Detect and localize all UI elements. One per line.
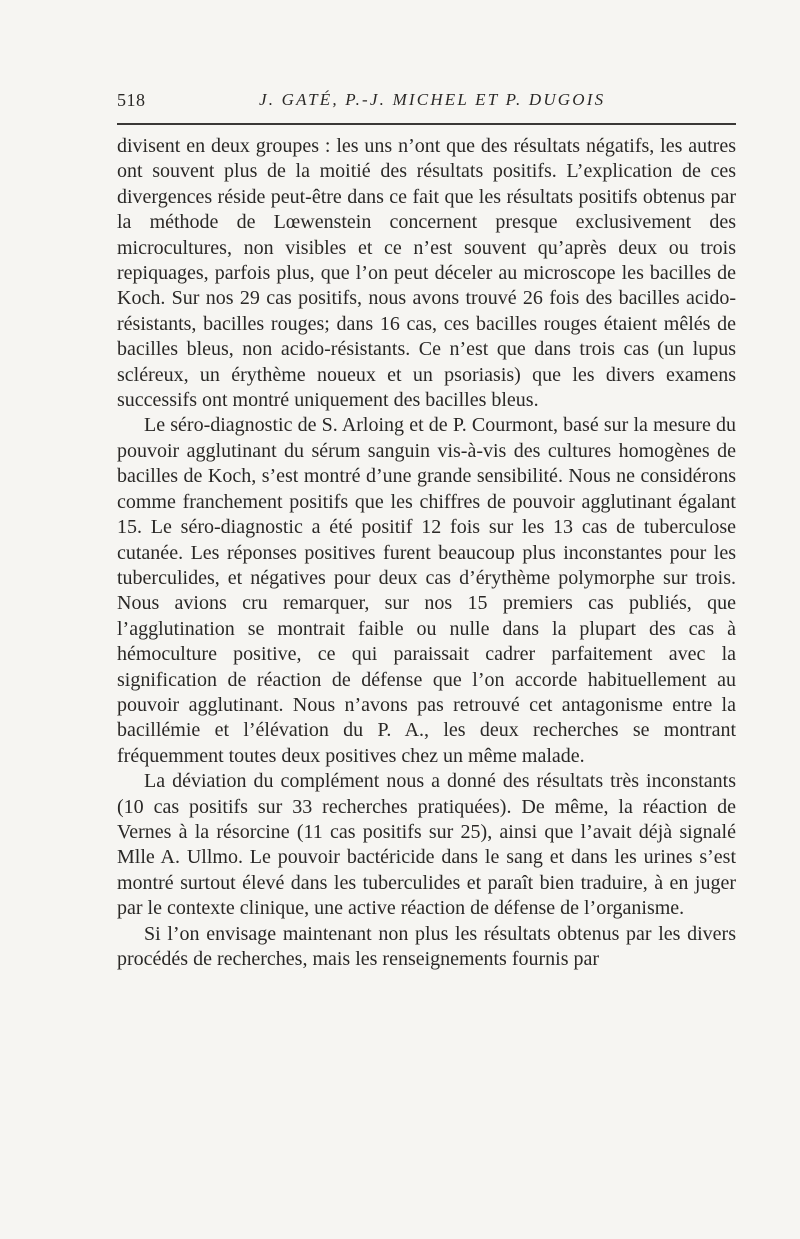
header-rule <box>117 123 736 125</box>
page-number: 518 <box>117 90 146 110</box>
running-head: J. GATÉ, P.-J. MICHEL ET P. DUGOIS <box>259 90 606 109</box>
body-text <box>117 134 736 972</box>
paragraph-final: Si l’on envisage maintenant non plus les résultats obtenus par les divers procédés de recherches, mais les renseignements fournis par <box>117 922 736 970</box>
page-header <box>117 90 737 116</box>
paragraph-sero-diagnostic: Le séro-diagnostic de S. Arloing et de P. Courmont, basé sur la mesure du pouvoir agglutinant du sérum sanguin vis-à-vis des cultures homogènes de bacilles de Koch, s’est montré d’une grande sensibilité. Nous ne considérons comme franchement positifs que les chiffres de pouvoir agglutinant égalant 15. Le séro-diagnostic a été positif 12 fois sur les 13 cas de tuberculose cutanée. Les réponses positives furent beaucoup plus inconstantes pour les tuberculides, et négatives pour deux cas d’érythème polymorphe sur trois. Nous avions cru remarquer, sur nos 15 premiers cas publiés, que l’agglutination se montrait faible ou nulle dans la plupart des cas à hémoculture positive, ce qui paraissait cadrer parfaitement avec la signification de réaction de défense que l’on accorde habituellement au pouvoir agglutinant. Nous n’avons pas retrouvé cet antagonisme entre la bacillémie et l’élévation du P. A., les deux recherches se montrant fréquemment toutes deux positives chez un même malade. <box>117 414 736 767</box>
paragraph-complement-deviation: La déviation du complément nous a donné des résultats très inconstants (10 cas positifs sur 33 recherches pratiquées). De même, la réaction de Vernes à la résorcine (11 cas positifs sur 25), ainsi que l’avait déjà signalé Mlle A. Ullmo. Le pouvoir bactéricide dans le sang et dans les urines s’est montré surtout élevé dans les tuberculides et paraît bien traduire, à en juger par le contexte clinique, une active réaction de défense de l’organisme. <box>117 770 736 920</box>
paragraph-continued: divisent en deux groupes : les uns n’ont que des résultats négatifs, les autres ont souvent plus de la moitié des résultats positifs. L’explication de ces divergences réside peut-être dans ce fait que les résultats positifs obtenus par la méthode de Lœwenstein concernent presque exclusivement des microcultures, non visibles et ce n’est souvent qu’après deux ou trois repiquages, parfois plus, que l’on peut déceler au microscope les bacilles de Koch. Sur nos 29 cas positifs, nous avons trouvé 26 fois des bacilles acido-résistants, bacilles rouges; dans 16 cas, ces bacilles rouges étaient mêlés de bacilles bleus, non acido-résistants. Ce n’est que dans trois cas (un lupus scléreux, un érythème noueux et un psoriasis) que les divers examens successifs ont montré uniquement des bacilles bleus. <box>117 135 736 412</box>
